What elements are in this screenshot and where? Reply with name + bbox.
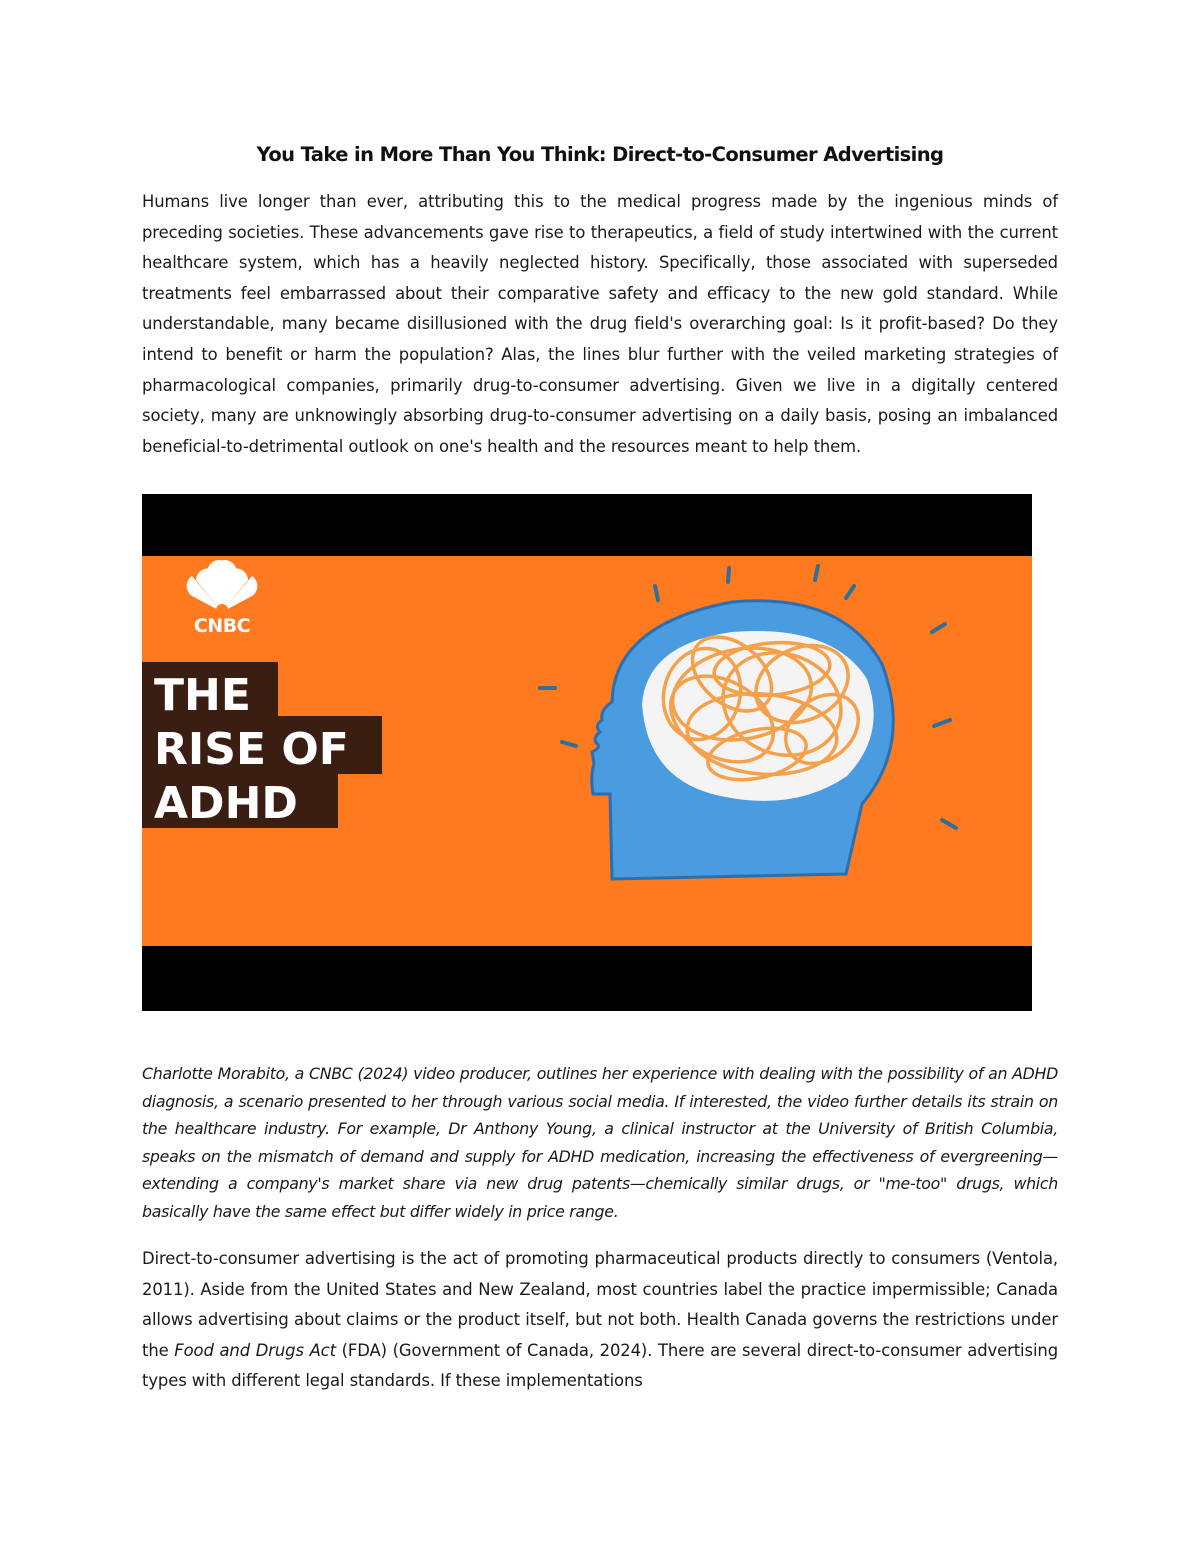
dtc-text-part-1: Direct-to-consumer advertising is the act of promoting pharmaceutical products directly to consumers (Ventola, 2011). Aside from the United States and New Zealand, most countries label the practice impermissible; Canada allows advertising about claims or the product itself, but not both. Health Canada governs the restrictions under the — [142, 1249, 1058, 1360]
dtc-text-part-2: (FDA) (Government of Canada, 2024). There are several direct-to-consumer advertising types with different legal standards. If these implementations — [142, 1340, 1058, 1391]
figure-caption: Charlotte Morabito, a CNBC (2024) video producer, outlines her experience with dealing with the possibility of an ADHD diagnosis, a scenario presented to her through various social media. If interested, the video further details its strain on the healthcare industry. For example, Dr Anthony Young, a clinical instructor at the University of British Columbia, speaks on the mismatch of demand and supply for ADHD medication, increasing the effectiveness of evergreening—extending a company's market share via new drug patents—chemically similar drugs, or "me-too" drugs, which basically have the same effect but differ widely in price range. — [142, 1064, 1058, 1221]
video-thumbnail-figure — [142, 494, 1032, 1011]
intro-paragraph: Humans live longer than ever, attributing this to the medical progress made by the ingenious minds of preceding societies. These advancements gave rise to therapeutics, a field of study intertwined with the current healthcare system, which has a heavily neglected history. Specifically, those associated with superseded treatments feel embarrassed about their comparative safety and efficacy to the new gold standard. While understandable, many became disillusioned with the drug field's overarching goal: Is it profit-based? Do they intend to benefit or harm the population? Alas, the lines blur further with the veiled marketing strategies of pharmacological companies, primarily drug-to-consumer advertising. Given we live in a digitally centered society, many are unknowingly absorbing drug-to-consumer advertising on a daily basis, posing an imbalanced beneficial-to-detrimental outlook on one's health and the resources meant to help them. — [142, 192, 1058, 456]
document-title: You Take in More Than You Think: Direct-to-Consumer Advertising — [256, 143, 944, 166]
cnbc-logo-text: CNBC — [193, 615, 251, 637]
headline-line-3: ADHD — [154, 778, 298, 829]
headline-line-1: THE — [154, 670, 251, 721]
headline-line-2: RISE OF — [154, 724, 349, 775]
dtc-paragraph — [142, 1244, 1058, 1397]
act-name: Food and Drugs Act — [174, 1340, 336, 1360]
